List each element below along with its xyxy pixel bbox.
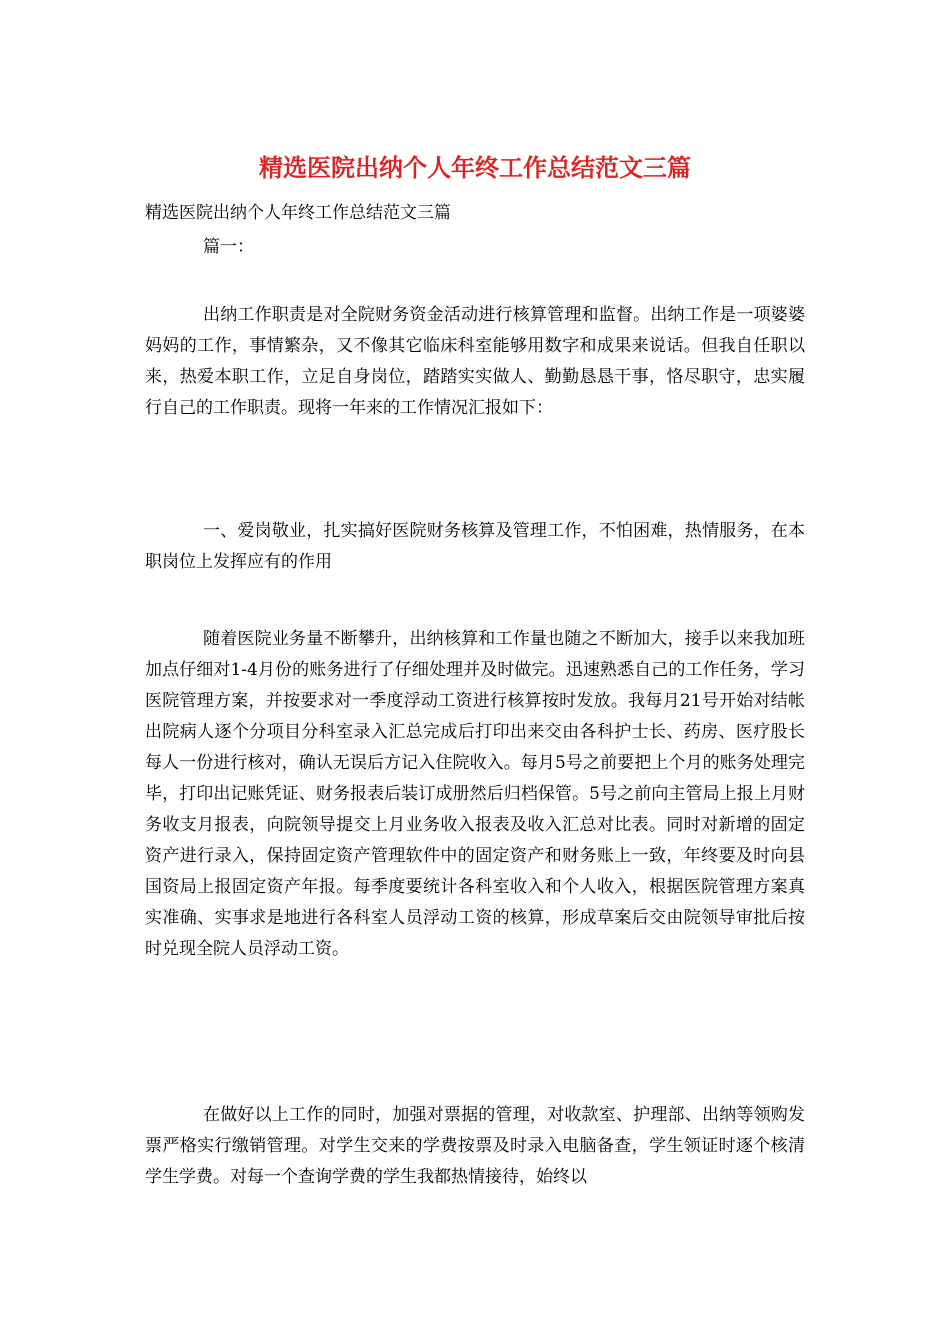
paragraph: 随着医院业务量不断攀升，出纳核算和工作量也随之不断加大，接手以来我加班加点仔细对1-4月份的账务进行了仔细处理并及时做完。迅速熟悉自己的工作任务，学习医院管理方案，并按要求对一季度浮动工资进行核算按时发放。我每月21号开始对结帐出院病人逐个分项目分科室录入汇总完成后打印出来交由各科护士长、药房、医疗股长每人一份进行核对，确认无误后方记入住院收入。每月5号之前要把上个月的账务处理完毕，打印出记账凭证、财务报表后装订成册然后归档保管。5号之前向主管局上报上月财务收支月报表，向院领导提交上月业务收入报表及收入汇总对比表。同时对新增的固定资产进行录入，保持固定资产管理软件中的固定资产和财务账上一致，年终要及时向县国资局上报固定资产年报。每季度要统计各科室收入和个人收入，根据医院管理方案真实准确、实事求是地进行各科室人员浮动工资的核算，形成草案后交由院领导审批后按时兑现全院人员浮动工资。: [145, 629, 805, 959]
document-title: 精选医院出纳个人年终工作总结范文三篇: [259, 153, 691, 182]
paragraph: 一、爱岗敬业，扎实搞好医院财务核算及管理工作，不怕困难，热情服务，在本职岗位上发挥应有的作用: [145, 521, 805, 572]
section-label: 篇一：: [203, 237, 254, 257]
document-subtitle: 精选医院出纳个人年终工作总结范文三篇: [145, 203, 451, 223]
paragraph: 出纳工作职责是对全院财务资金活动进行核算管理和监督。出纳工作是一项婆婆妈妈的工作，事情繁杂，又不像其它临床科室能够用数字和成果来说话。但我自任职以来，热爱本职工作，立足自身岗位，踏踏实实做人、勤勤恳恳干事，恪尽职守，忠实履行自己的工作职责。现将一年来的工作情况汇报如下：: [145, 305, 805, 418]
paragraph: 在做好以上工作的同时，加强对票据的管理，对收款室、护理部、出纳等领购发票严格实行缴销管理。对学生交来的学费按票及时录入电脑备查，学生领证时逐个核清学生学费。对每一个查询学费的学生我都热情接待，始终以: [145, 1105, 805, 1187]
